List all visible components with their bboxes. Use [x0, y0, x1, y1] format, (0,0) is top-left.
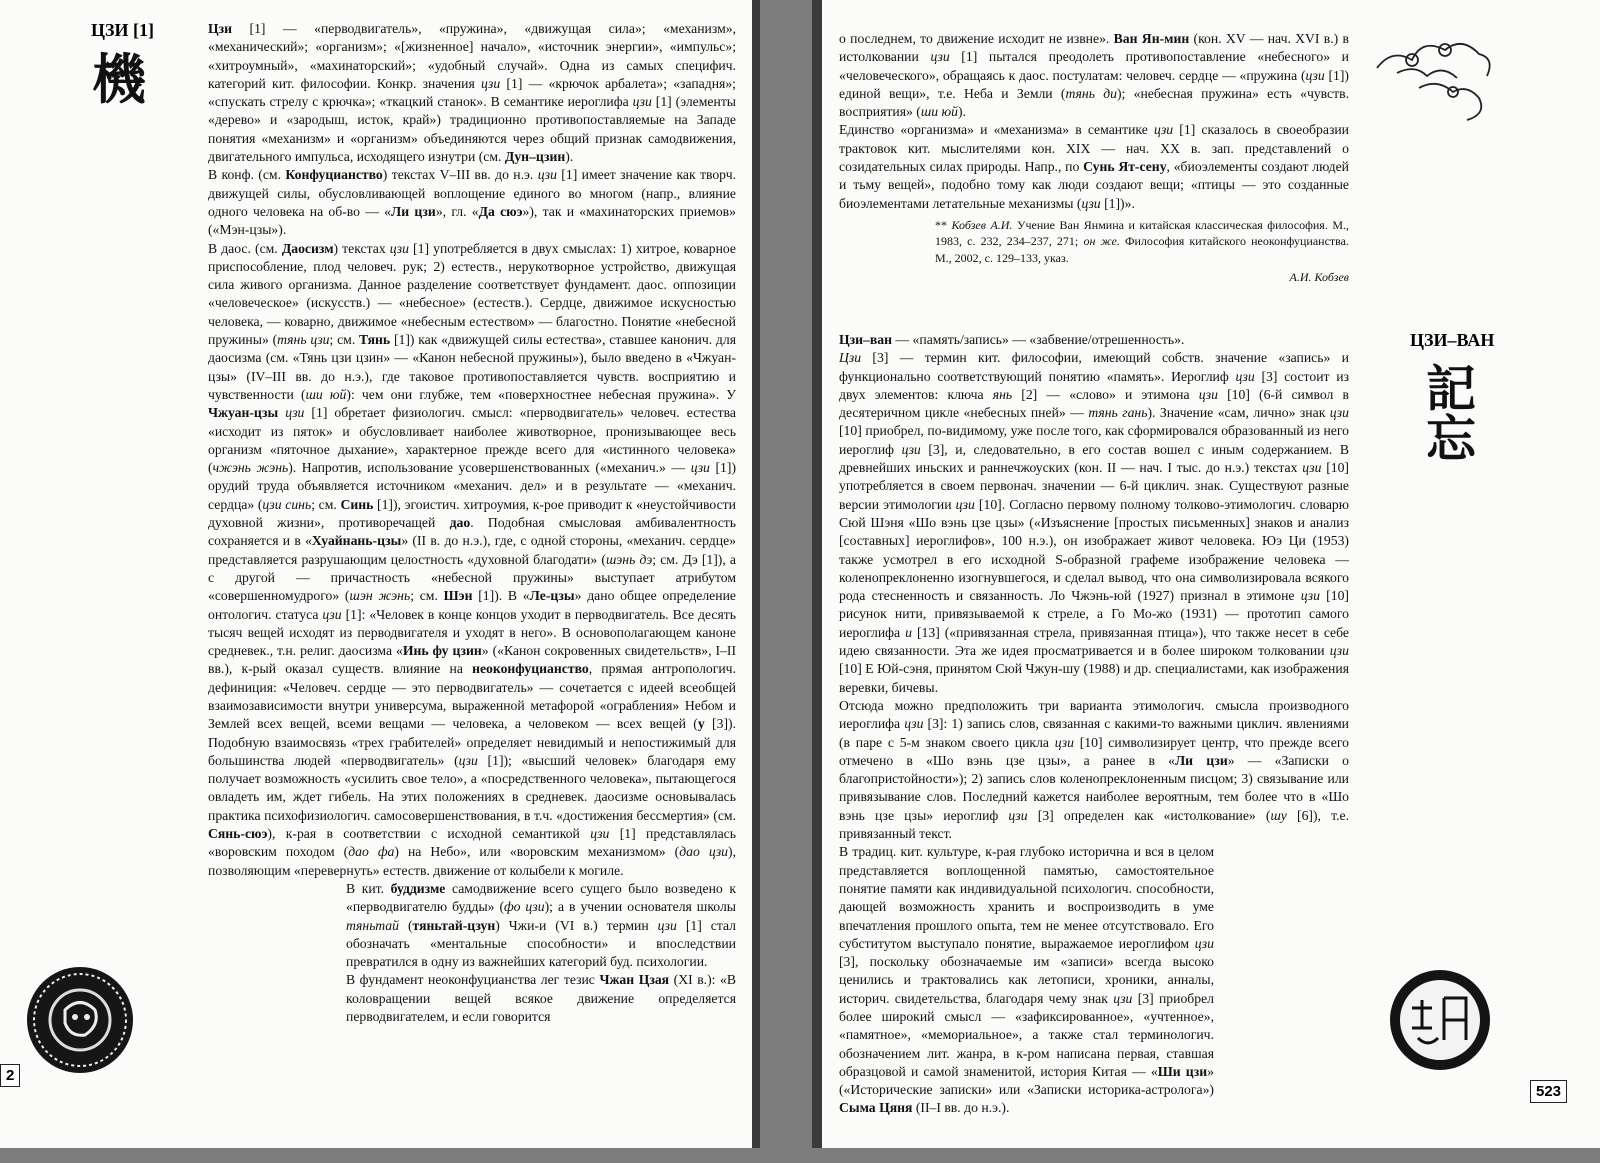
right-page [812, 0, 1600, 1148]
page-number: 2 [0, 1064, 20, 1087]
seal-icon [1388, 968, 1492, 1072]
left-page [0, 0, 760, 1148]
hieroglyph: 機 [92, 47, 146, 111]
hieroglyphs: 記忘 [1426, 359, 1476, 468]
entry-heading: ЦЗИ [1] [91, 20, 154, 40]
author-signature: А.И. Кобзев [1289, 270, 1349, 285]
page-number: 523 [1530, 1080, 1567, 1103]
article-text: Цзи [1] — «перводвигатель», «пружина», «движущая сила»; «механизм», «механический»; «организм»; «[жизненное] начало», «источник энергии», «импульс»; «хитроумный», «махинаторский»; «удобный случай». Одна из самых специфич. категорий кит. философии. Конкр. значения цзи [1] — «крючок арбалета»; «западня»; «спускать стрелу с крючка»; «ткацкий станок». В семантике иероглифа цзи [1] (элементы «дерево» и «зародыш, исток, край») традиционно противопоставляемые на Западе понятия «механизм» и «организм» объединяются через общий признак самодвижения, двигательного импульса, исходящего изнутри (см. Дун–цзин). В конф. (см. Конфуцианство) текстах V–III вв. до н.э. цзи [1] имеет значение как творч. движущей силы, обусловливающей воплощение единого во многом (напр., влияние одного человека на об-во — «Ли цзи», гл. «Да сюэ»), так и «махинаторских приемов» («Мэн-цзы»). В даос. (см. Даосизм) текстах цзи [1] употребляется в двух смыслах: 1) хитрое, коварное приспособление, плод человеч. рук; 2) естеств., нерукотворное устройство, движущая сила живого организма. Данное разделение соответствует фундамент. даос. оппозиции «человеческое» (искусств.) — «небесное» (естеств.). Сердце, движимое искусностью человека, — коварно, движимое «небесным естеством» — благостно. Понятие «небесной пружины» (тянь цзи; см. Тянь [1]) как «движущей силы естества», ставшее канонич. для даосизма (см. «Тянь цзи цзин» — «Канон небесной пружины»), было введено в «Чжуан-цзы» (IV–III вв. до н.э.), где таковое противопоставляется чувств. восприятию и чувственности (ши юй): чем они глубже, тем «поверхностнее небесная пружина». У Чжуан-цзы цзи [1] обретает физиологич. смысл: «перводвигатель» человеч. естества «исходит из пяток» и обусловливает наиболее животворное, пронизывающее весь организм «пяточное дыхание», характерное прежде всего для «истинного человека» (чжэнь жэнь). Напротив, использование усовершенствованных («механич.» — цзи [1]) орудий труда объявляется источником «механич. дел» и в результате — «механич. сердца» (цзи синь; см. Синь [1]), эгоистич. хитроумия, к-рое приводит к «неустойчивости духовной жизни», противоречащей дао. Подобная смысловая амбивалентность сохраняется и в «Хуайнань-цзы» (II в. до н.э.), где, с одной стороны, «механич. сердце» представляется разрушающим целостность «духовной благодати» (шэнь дэ; см. Дэ [1]), а с другой — причастность «небесной пружины» выступает атрибутом «совершенномудрого» (шэн жэнь; см. Шэн [1]). В «Ле-цзы» дано общее определение онтологич. статуса цзи [1]: «Человек в конце концов уходит в перводвигатель. Все десять тысяч вещей исходят из перводвигателя и уходят в него». В основополагающем каноне средневек., т.н. религ. даосизма «Инь фу цзин» («Канон сокровенных свидетельств», I–II вв.), к-рый оказал существ. влияние на неоконфуцианство, прямая антропологич. дефиниция: «Человеч. сердце — это перводвигатель» — сочетается с идеей всеобщей взаимозависимости внутри универсума, выраженной метафорой «ограбления» Небом и Землей всех вещей, всеми вещами — человека, а человеком — всех вещей (у [3]). Подобную взаимосвязь «трех грабителей» определяет невидимый и непостижимый для большинства людей «перводвигатель» (цзи [1]); «высший человек» благодаря ему получает возможность «усилить свое тело», а «посредственного человека», пытающегося овладеть им, ждет гибель. На этих положениях в средневек. даосизме основывалась практика психофизиологич. самосовершенствования, в т.ч. «достижения бессмертия» (см. Сянь-сюэ), к-рая в соответствии с исходной семантикой цзи [1] представлялась «воровским походом (дао фа) на Небо», или «воровским механизмом» (дао цзи), позволяющим «перевернуть» естеств. движение от колыбели к могиле. В кит. буддизме самодвижение всего сущего было возведено к «перводвигателю будды» (фо цзи); а в учении основателя школы тяньтай (тяньтай-цзун) Чжи-и (VI в.) термин цзи [1] стал обозначать «ментальные способности» и впоследствии превратился в одну из важнейших категорий буд. психологии. В фундамент неоконфуцианства лег тезис Чжан Цзая (XI в.): «В коловращении вещей всякое движение определяется перводвигателем, и если говорится [208, 21, 737, 1025]
article-text: Цзи–ван — «память/запись» — «забвение/отрешенность». Цзи [3] — термин кит. философии, имеющий собств. значение «запись» и функционально соответствующий понятию «память». Иероглиф цзи [3] состоит из двух элементов: ключа янь [2] — «слово» и этимона цзи [10] (6-й символ в десятеричном цикле «небесных пней» — тянь гань). Значение «сам, лично» знак цзи [10] приобрел, по-видимому, уже после того, как сформировался образованный из него иероглиф цзи [3], и, следовательно, в его состав вошел с иным содержанием. В древнейших иньских и раннечжоуских (кон. II — нач. I тыс. до н.э.) текстах цзи [10] употребляется в своем первонач. значении — 6-й циклич. знак. Существуют разные версии этимологии цзи [10]. Согласно первому полному толково-этимологич. словарю Сюй Шэня «Шо вэнь цзе цзы» («Изъяснение [простых письменных] знаков и анализ [составных] иероглифов», 100 н.э.), он изображает живот человека. Юэ Ци (1953) также усмотрел в его исходной S-образной графеме изображение человека — коленопреклоненно изогнувшегося, и сделал вывод, что она символизировала всякого рода стесненность и связанность. Ло Чжэнь-юй (1927) признал в этимоне цзи [10] рисунок нити, привязываемой к стреле, а Го Мо-жо (1931) — прототип самого иероглифа и [13] («привязанная стрела, привязанная птица»), что также несет в себе идею связанности. Эта же идея просматривается и в более широком толковании цзи [10] Е Юй-сэня, принятом Сюй Чжун-шу (1988) и др. специалистами, как изображения веревки, бичевы. Отсюда можно предположить три варианта этимологич. смысла производного иероглифа цзи [3]: 1) запись слов, связанная с какими-то важными циклич. явлениями (в паре с 5-м знаком своего цикла цзи [10] символизирует центр, что прежде всего отмечено в «Шо вэнь цзе цзы», а ранее в «Ли цзи» — «Записки о благопристойности»); 2) запись слов коленопреклоненным писцом; 3) связывание или привязывание слов. Последний кажется наиболее вероятным, тем более что в «Шо вэнь цзе цзы» иероглиф цзи [3] определен как «истолкование» (шу [6]), т.е. привязанный текст. В традиц. кит. культуре, к-рая глубоко исторична и вся в целом представляется воплощенной памятью, самостоятельное понятие памяти как индивидуальной психологич. способности, дающей возможность хранить и воспроизводить в уме впечатления прошлого опыта, тем не менее отсутствовало. Его субститутом выступало понятие, выражаемое иероглифом цзи [3], поскольку обозначаемые им «записи» всегда высоко ценились и трактовались как летописи, хроники, анналы, историч. свидетельства, благодаря чему знак цзи [3] приобрел более широкий смысл — «зафиксированное», «учтенное», «памятное», «мемориальное», а также стал терминологич. обозначением лит. жанра, в к-ром написана первая, ставшая образцовой и самой знаменитой, история Китая — «Ши цзи» («Исторические записки» или «Записки историка-астролога») Сыма Цяня (II–I вв. до н.э.). [839, 332, 1349, 1116]
cloud-ornament-icon [1367, 28, 1497, 128]
seal-icon [25, 965, 135, 1075]
article-continuation: о последнем, то движение исходит не извне». Ван Ян-мин (кон. XV — нач. XVI в.) в истолковании цзи [1] пытался преодолеть противопоставление «небесного» и «человеческого», обращаясь к даос. постулатам: человеч. сердце — «пружина (цзи [1]) единой вещи», т.е. Неба и Земли (тянь ди); «небесная пружина» есть «чувств. восприятия» (ши юй). Единство «организма» и «механизма» в семантике цзи [1] сказалось в своеобразии трактовок кит. мыслителями кон. XIX — нач. XX в. зап. представлений о созидательных силах природы. Напр., по Сунь Ят-сену, «биоэлементы создают людей и тьму вещей», подобно тому как люди создают вещи; «птицы — это созданные биоэлементами летательные механизмы (цзи [1])». ** Кобзев А.И. Учение Ван Янмина и китайская классическая философия. М., 1983, с. 232, 234–237, 271; он же. Философия китайского неоконфуцианства. М., 2002, с. 129–133, указ. А.И. Кобзев [839, 30, 1349, 287]
entry-heading: ЦЗИ–ВАН [1410, 330, 1495, 350]
